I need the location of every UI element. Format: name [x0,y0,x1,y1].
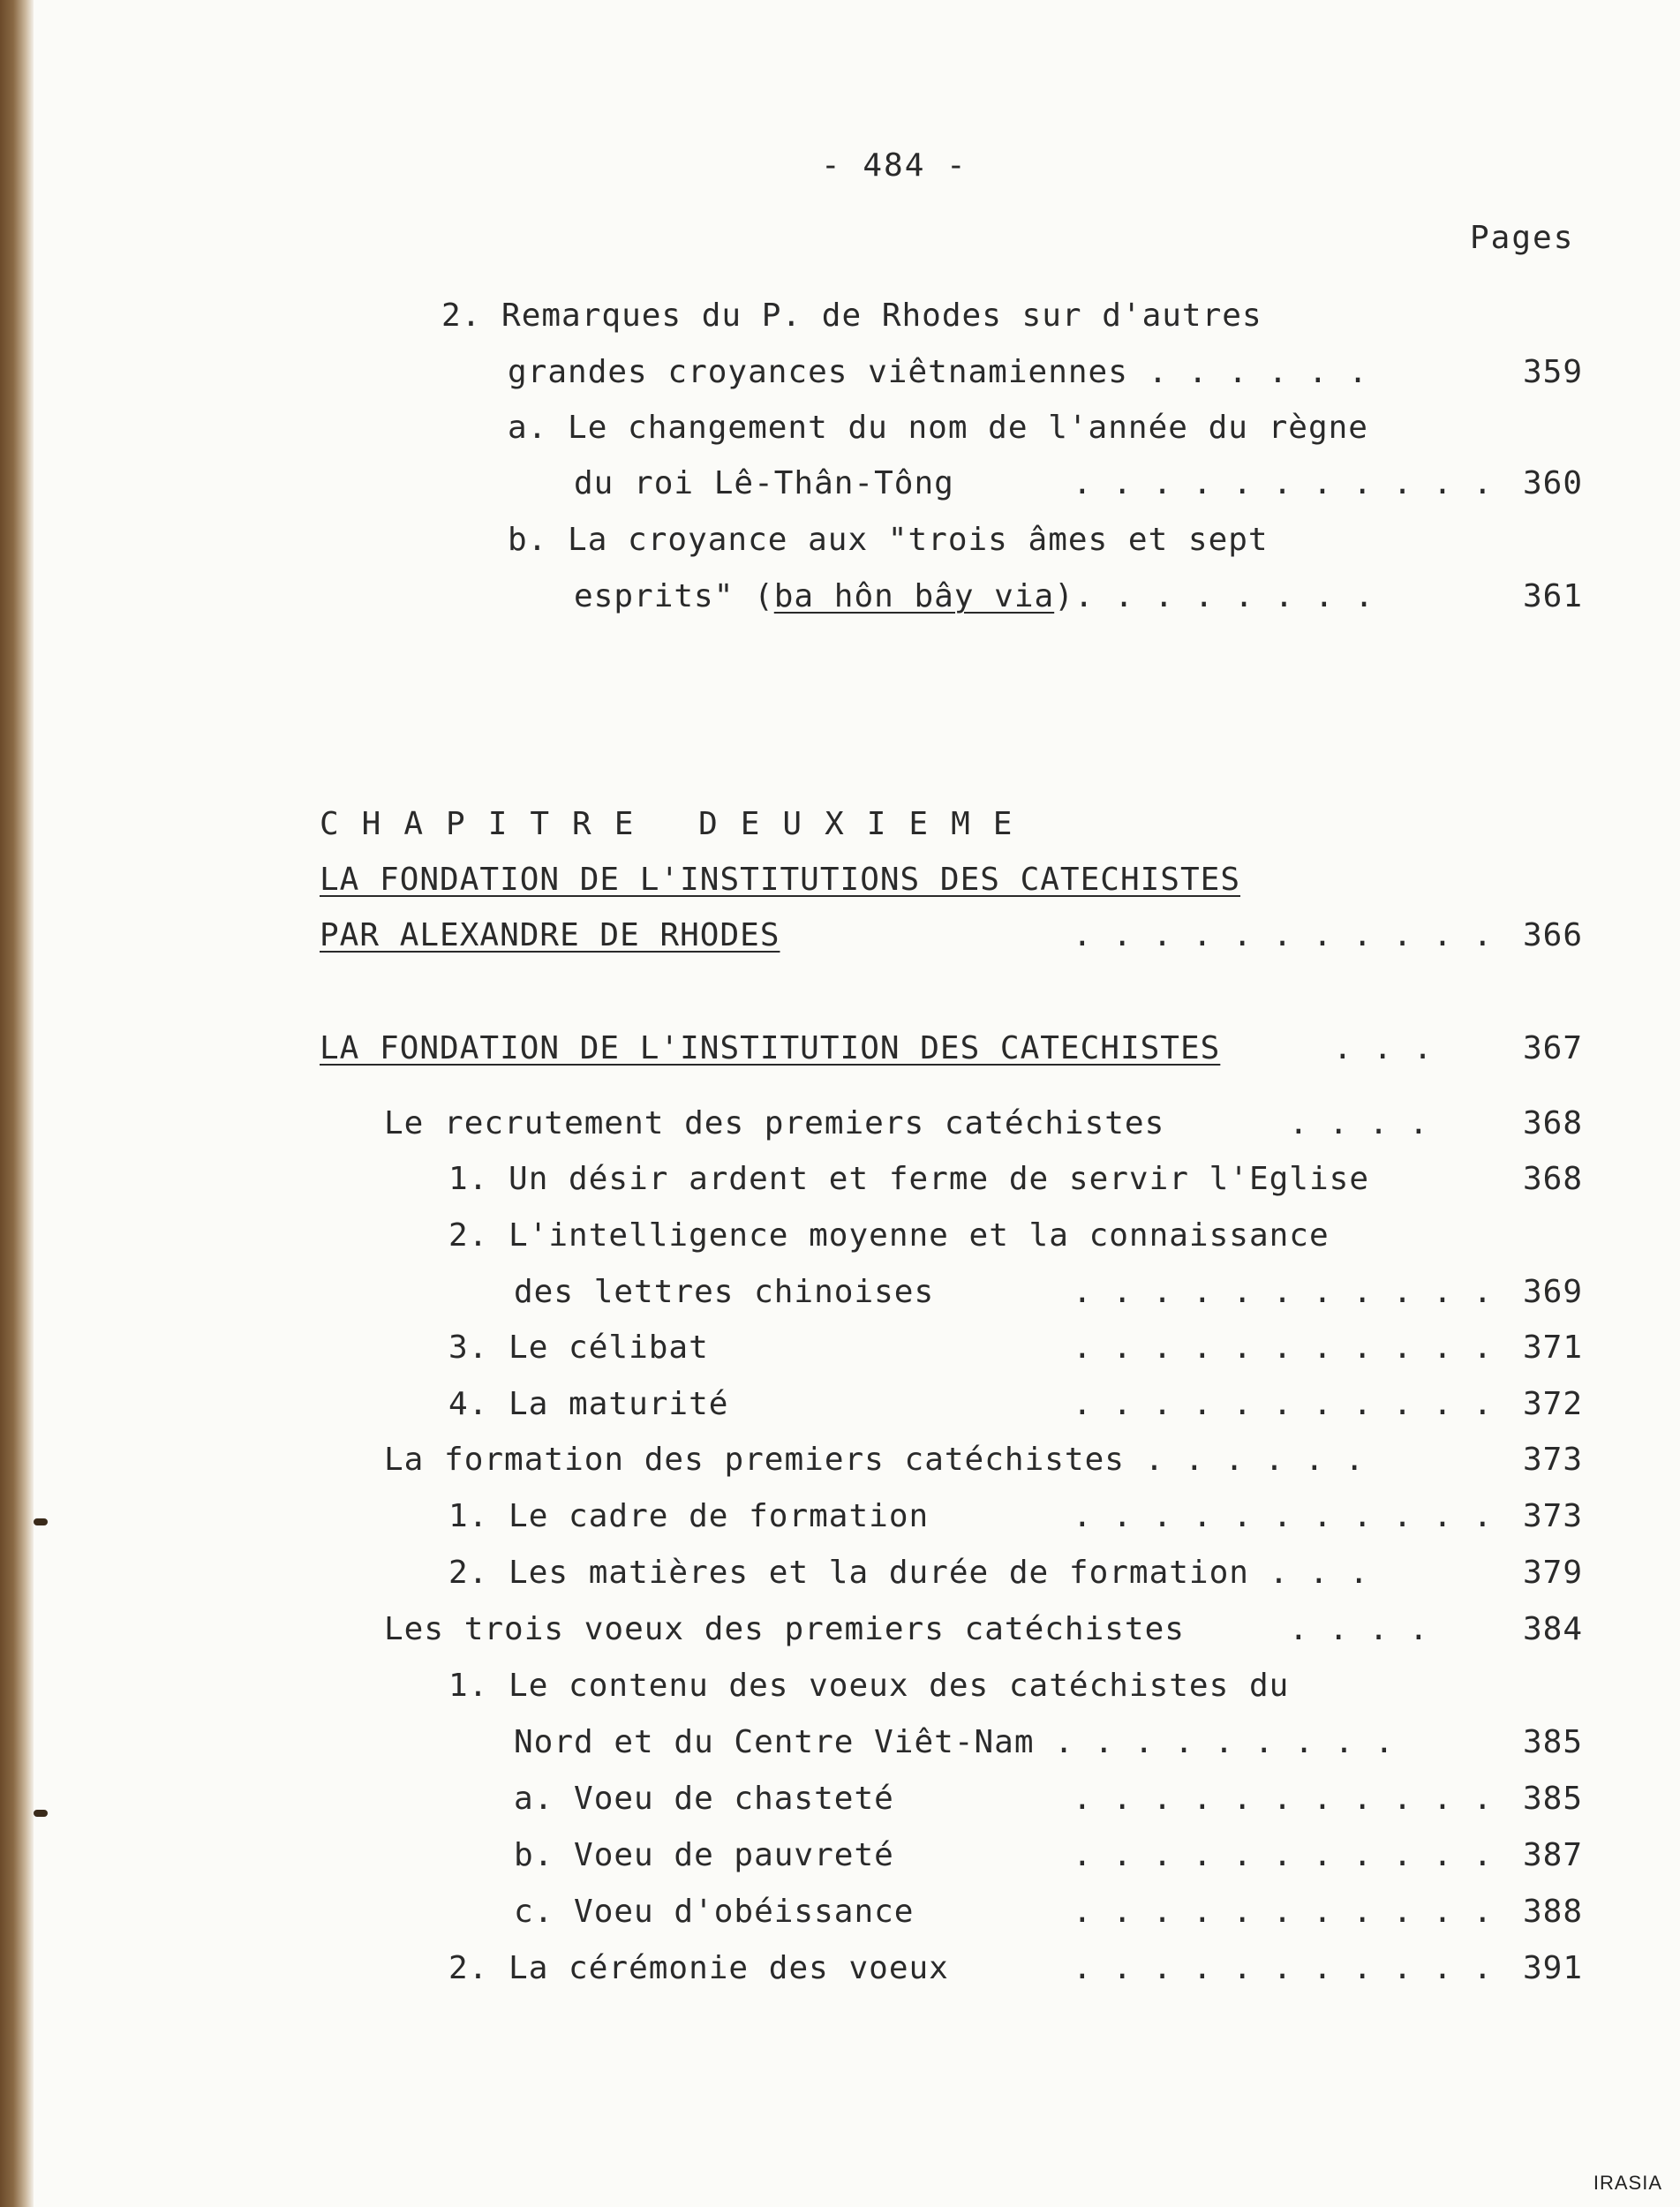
toc-entry-text: Le recrutement des premiers catéchistes [384,1105,1165,1141]
toc-entry-page: 359 [1522,354,1583,390]
toc-entry-dots: . . . . . . . . . . . [1073,1781,1494,1817]
toc-entry-text: La formation des premiers catéchistes . . . . . . [384,1442,1366,1478]
toc-entry-text: 1. Un désir ardent et ferme de servir l'Eglise [448,1161,1369,1197]
book-binding [0,0,34,2207]
toc-entry-dots: . . . . [1289,1105,1429,1141]
toc-entry-text: 2. L'intelligence moyenne et la connaissance [448,1217,1330,1254]
toc-entry-dots: . . . . . . . . . . . [1073,1274,1494,1310]
chapter-title-line-1: LA FONDATION DE L'INSTITUTIONS DES CATECHISTES [320,862,1240,898]
toc-entry-dots: . . . . . . . . . . . [1073,917,1494,953]
toc-entry-dots: . . . . . . . . . . . [1073,1894,1494,1930]
archive-watermark: IRASIA [1593,2172,1662,2194]
toc-entry-text: a. Le changement du nom de l'année du règne [508,410,1368,446]
toc-entry-dots: . . . . . . . . . . . [1073,1498,1494,1534]
toc-entry-text: 4. La maturité [448,1386,729,1422]
toc-entry-page: 360 [1522,465,1583,501]
toc-entry-page: 368 [1522,1105,1583,1141]
toc-entry-text: 2. Les matières et la durée de formation . . . [448,1555,1369,1591]
toc-entry-page: 369 [1522,1274,1583,1310]
chapter-heading: CHAPITRE DEUXIEME [320,806,1036,842]
toc-entry-dots: . . . [1333,1030,1434,1066]
toc-entry-dots: . . . . . . . . . . . [1073,1950,1494,1986]
toc-entry-page: 385 [1522,1781,1583,1817]
binding-ring-1 [34,1518,48,1525]
toc-entry-text: 1. Le contenu des voeux des catéchistes du [448,1668,1290,1704]
toc-entry-text: Nord et du Centre Viêt-Nam . . . . . . . . . [514,1724,1395,1760]
binding-ring-2 [34,1810,48,1817]
toc-entry-page: 388 [1522,1894,1583,1930]
toc-entry-page: 373 [1522,1442,1583,1478]
toc-entry-text-underlined: ba hôn bây via [773,578,1055,614]
toc-entry-page: 368 [1522,1161,1583,1197]
toc-entry-dots: . . . . . . . . . . . [1073,1837,1494,1873]
toc-entry-text: b. Voeu de pauvreté [514,1837,894,1873]
toc-entry-dots: . . . . . . . . . . . [1073,465,1494,501]
toc-entry-text: b. La croyance aux "trois âmes et sept [508,522,1269,558]
toc-entry-page: 384 [1522,1611,1583,1647]
toc-entry-text: 3. Le célibat [448,1329,709,1366]
toc-entry-text-post: ). . . . . . . . [1054,578,1375,614]
toc-entry-text: 1. Le cadre de formation [448,1498,930,1534]
toc-entry-text: du roi Lê-Thân-Tông [574,465,954,501]
toc-entry-page: 367 [1522,1030,1583,1066]
toc-entry-text: 2. Remarques du P. de Rhodes sur d'autres [441,298,1262,334]
toc-entry-page: 361 [1522,578,1583,614]
toc-entry-dots: . . . . . . . . . . . [1073,1329,1494,1366]
toc-entry-page: 371 [1522,1329,1583,1366]
toc-entry-dots: . . . . . . . . . . . [1073,1386,1494,1422]
toc-entry-text-pre: esprits" ( [574,578,774,614]
section-heading: LA FONDATION DE L'INSTITUTION DES CATECHISTES [320,1030,1221,1066]
toc-entry-text: des lettres chinoises [514,1274,935,1310]
toc-entry-text: a. Voeu de chasteté [514,1781,894,1817]
chapter-title-line-2: PAR ALEXANDRE DE RHODES [320,917,780,953]
toc-entry-dots: . . . . [1289,1611,1429,1647]
toc-entry-text: c. Voeu d'obéissance [514,1894,915,1930]
toc-entry-page: 373 [1522,1498,1583,1534]
pages-column-header: Pages [1470,220,1575,256]
toc-entry-text-group [574,579,1375,614]
toc-entry-page: 379 [1522,1555,1583,1591]
toc-entry-text: 2. La cérémonie des voeux [448,1950,949,1986]
toc-entry-text: grandes croyances viêtnamiennes . . . . . . [508,354,1368,390]
toc-entry-page: 372 [1522,1386,1583,1422]
toc-entry-page: 387 [1522,1837,1583,1873]
toc-entry-text: Les trois voeux des premiers catéchistes [384,1611,1185,1647]
toc-entry-page: 391 [1522,1950,1583,1986]
toc-entry-page: 385 [1522,1724,1583,1760]
page-number: - 484 - [821,147,968,184]
toc-entry-page: 366 [1522,917,1583,953]
